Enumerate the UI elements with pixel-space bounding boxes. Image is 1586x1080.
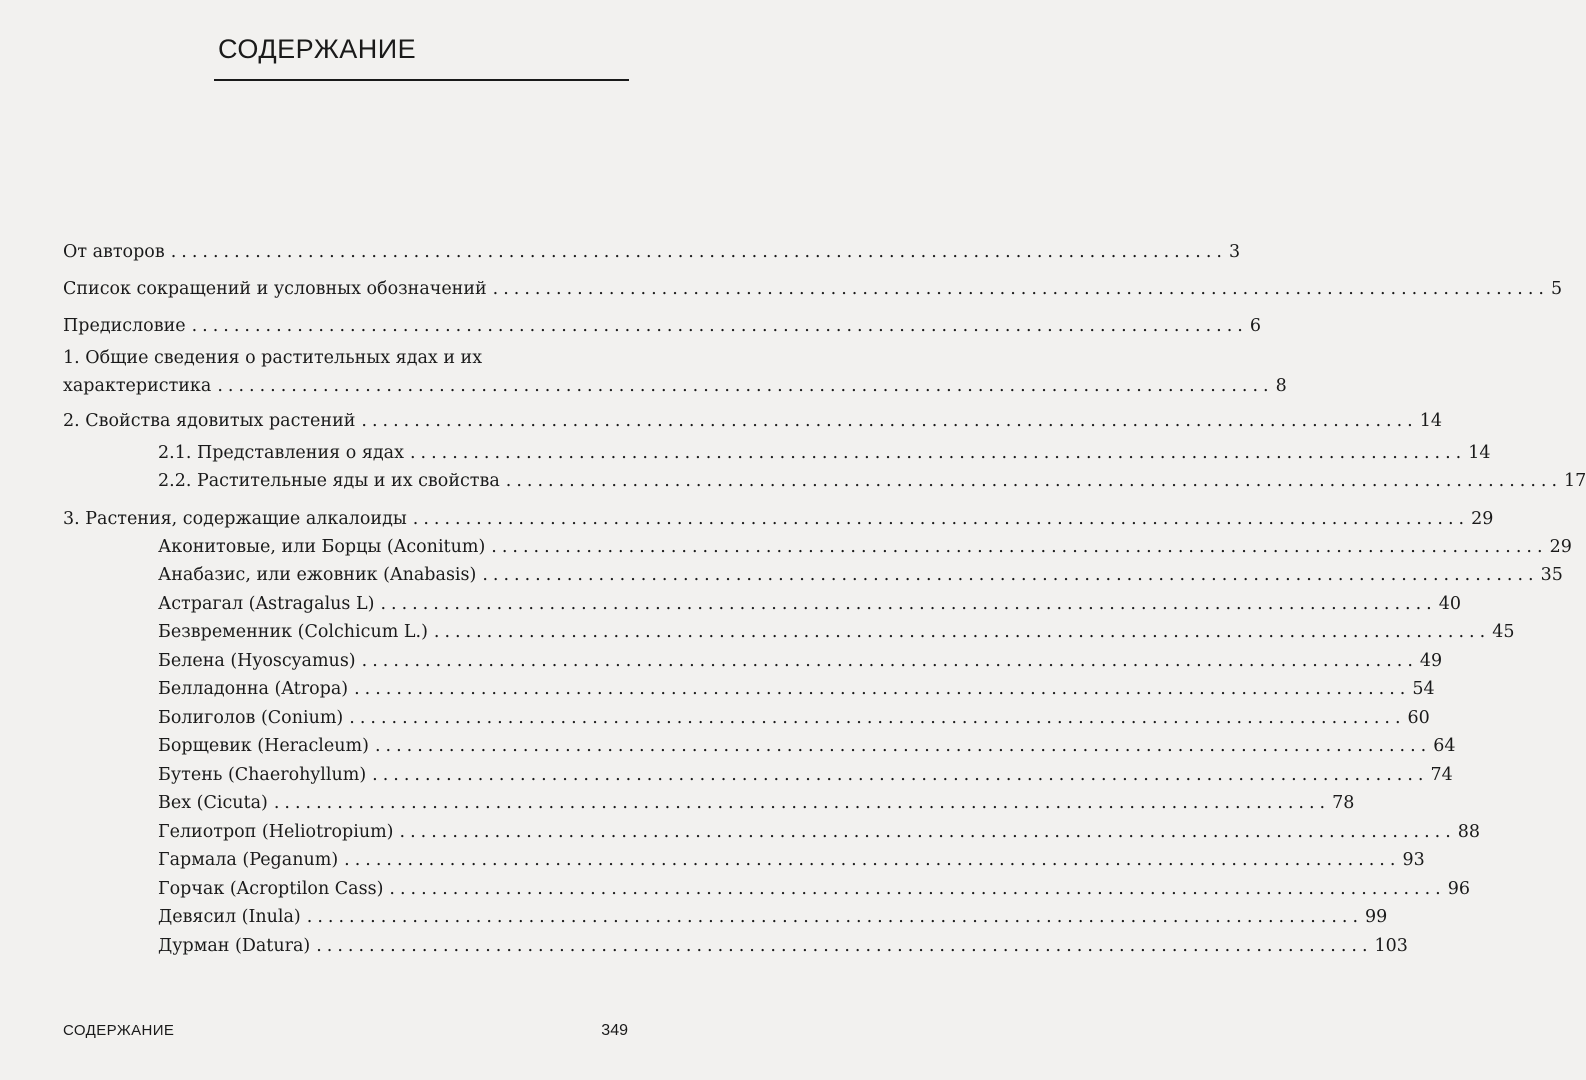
toc-entry-label: Вех (Cicuta)	[158, 793, 268, 813]
leader-dots: ....................................................................................................	[380, 594, 1437, 614]
toc-entry-label: Список сокращений и условных обозначений	[63, 279, 487, 299]
leader-dots: ....................................................................................................	[492, 279, 1549, 299]
toc-entry	[63, 314, 1262, 338]
toc-entry-page: 5	[1550, 279, 1563, 299]
toc-entry-label: Дурман (Datura)	[158, 936, 311, 956]
toc-entry	[158, 706, 1430, 730]
leader-dots: ....................................................................................................	[409, 443, 1467, 463]
leader-dots: ....................................................................................................	[354, 679, 1411, 699]
toc-entry	[158, 791, 1355, 815]
leader-dots: ....................................................................................................	[361, 411, 1418, 431]
toc-entry-page: 35	[1540, 565, 1563, 585]
leader-dots: ....................................................................................................	[374, 736, 1432, 756]
toc-entry-page: 14	[1468, 443, 1491, 463]
toc-entry-page: 103	[1374, 936, 1408, 956]
toc-entry-label: Горчак (Acroptilon Cass)	[158, 879, 384, 899]
toc-entry-label: 2.1. Представления о ядах	[158, 443, 404, 463]
toc-entry-label: Белена (Hyoscyamus)	[158, 651, 356, 671]
toc-entry	[158, 763, 1453, 787]
toc-entry-label: Борщевик (Heracleum)	[158, 736, 369, 756]
toc-entry	[63, 240, 1241, 264]
toc-entry	[158, 677, 1435, 701]
leader-dots: ....................................................................................................	[482, 565, 1539, 585]
leader-dots: ....................................................................................................	[399, 822, 1456, 842]
leader-dots: ....................................................................................................	[361, 651, 1418, 671]
leader-dots: ....................................................................................................	[306, 907, 1364, 927]
toc-entry-page: 96	[1447, 879, 1470, 899]
toc-entry-page: 17	[1564, 471, 1586, 491]
toc-entry-label: 2.2. Растительные яды и их свойства	[158, 471, 500, 491]
leader-dots: ....................................................................................................	[273, 793, 1331, 813]
toc-entry	[63, 507, 1494, 531]
toc-entry-page: 49	[1419, 651, 1443, 671]
toc-entry-label: Безвременник (Colchicum L.)	[158, 622, 428, 642]
leader-dots: ....................................................................................................	[412, 509, 1470, 529]
toc-entry	[158, 820, 1481, 844]
toc-entry-page: 3	[1228, 242, 1241, 262]
leader-dots: ....................................................................................................	[433, 622, 1491, 642]
leader-dots: ....................................................................................................	[170, 242, 1227, 262]
toc-entry	[63, 409, 1442, 433]
toc-entry-label: Анабазис, или ежовник (Anabasis)	[158, 565, 477, 585]
toc-entry-label: 3. Растения, содержащие алкалоиды	[63, 509, 407, 529]
toc-entry	[158, 905, 1388, 929]
toc-entry-label: Гармала (Peganum)	[158, 850, 339, 870]
toc-entry	[158, 934, 1408, 958]
toc-entry	[158, 592, 1461, 616]
toc-entry-page: 45	[1492, 622, 1515, 642]
toc-entry-page: 14	[1419, 411, 1442, 431]
leader-dots: ....................................................................................................	[349, 708, 1406, 728]
leader-dots: ....................................................................................................	[505, 471, 1563, 491]
leader-dots: ....................................................................................................	[217, 376, 1274, 396]
toc-entry-label-line1: 1. Общие сведения о растительных ядах и их	[63, 348, 483, 368]
toc-entry-page: 78	[1332, 793, 1355, 813]
toc-entry-page: 29	[1471, 509, 1494, 529]
toc-entry	[63, 277, 1563, 301]
page-title: СОДЕРЖАНИЕ	[218, 34, 417, 64]
toc-entry	[158, 848, 1425, 872]
leader-dots: ....................................................................................................	[344, 850, 1401, 870]
toc-entry-label: Гелиотроп (Heliotropium)	[158, 822, 394, 842]
toc-entry-label: Девясил (Inula)	[158, 907, 301, 927]
toc-entry	[63, 374, 1287, 398]
leader-dots: ....................................................................................................	[316, 936, 1373, 956]
toc-entry-label: Аконитовые, или Борцы (Aconitum)	[158, 537, 486, 557]
toc-entry	[158, 620, 1515, 644]
page-number: 349	[601, 1022, 628, 1039]
toc-entry-label: Бутень (Chaerohyllum)	[158, 765, 367, 785]
toc-entry-label: Болиголов (Conium)	[158, 708, 344, 728]
toc-entry-label: характеристика	[63, 376, 212, 396]
toc-entry-page: 93	[1402, 850, 1425, 870]
leader-dots: ....................................................................................................	[389, 879, 1446, 899]
leader-dots: ....................................................................................................	[491, 537, 1548, 557]
toc-entry	[158, 441, 1491, 465]
toc-entry	[158, 535, 1572, 559]
toc-entry-page: 8	[1275, 376, 1287, 396]
toc-entry	[158, 734, 1456, 758]
toc-entry-label: Белладонна (Atropa)	[158, 679, 349, 699]
toc-entry-page: 99	[1365, 907, 1388, 927]
toc-entry-page: 64	[1433, 736, 1456, 756]
toc-entry-label: 2. Свойства ядовитых растений	[63, 411, 356, 431]
toc-entry	[158, 649, 1443, 673]
toc-entry-label: Астрагал (Astragalus L)	[158, 594, 375, 614]
toc-entry-page: 88	[1457, 822, 1481, 842]
toc-entry-label: От авторов	[63, 242, 165, 262]
toc-entry-label: Предисловие	[63, 316, 186, 336]
toc-entry-page: 40	[1438, 594, 1461, 614]
running-footer-section: СОДЕРЖАНИЕ	[63, 1022, 175, 1039]
toc-entry-page: 60	[1407, 708, 1430, 728]
toc-entry	[158, 877, 1470, 901]
leader-dots: ....................................................................................................	[191, 316, 1248, 336]
toc-entry-page: 74	[1430, 765, 1453, 785]
toc-entry-page: 29	[1549, 537, 1572, 557]
toc-entry	[158, 563, 1563, 587]
leader-dots: ....................................................................................................	[372, 765, 1429, 785]
toc-entry-page: 54	[1412, 679, 1435, 699]
toc-entry	[158, 469, 1586, 493]
toc-entry-page: 6	[1249, 316, 1262, 336]
